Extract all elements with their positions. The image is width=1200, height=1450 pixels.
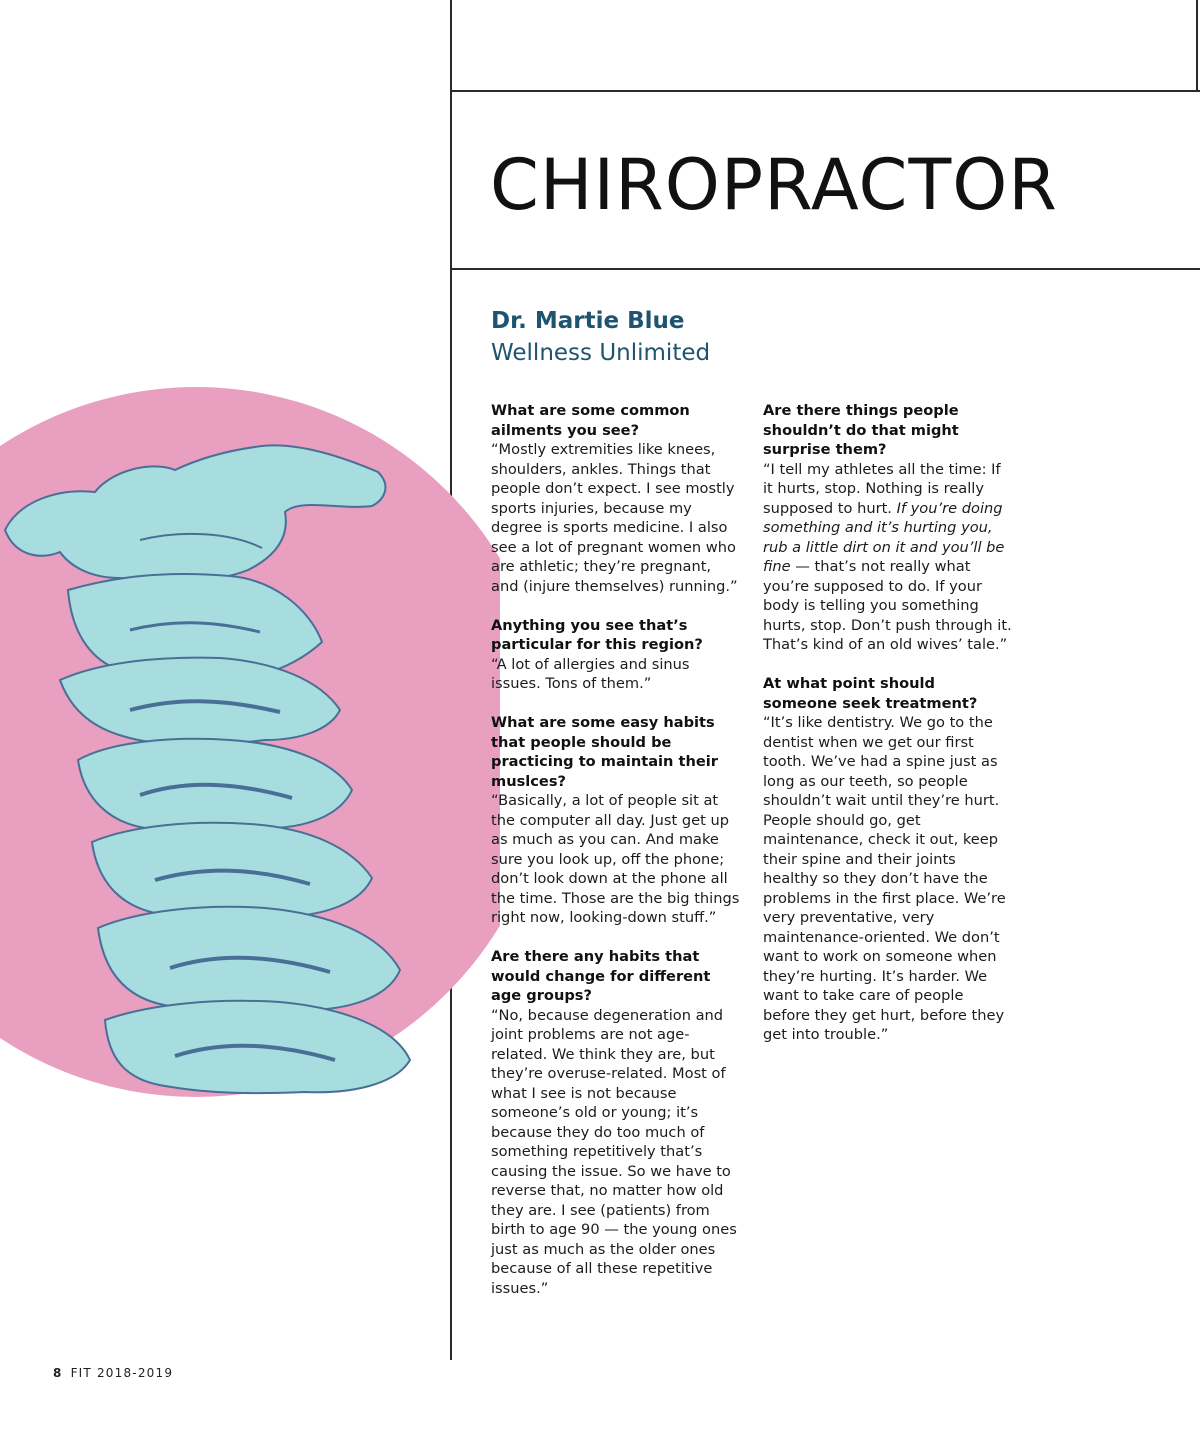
- answer: “It’s like dentistry. We go to the dentist when we get our first tooth. We’ve had a spine just as long as our teeth, so people shouldn’t wait until they’re hurt. People should go, get maintenance, check it out, keep their spine and their joints healthy so they don’t have the problems in the first place. We’re very preventative, very maintenance-oriented. We don’t want to work on someone when they’re hurting. It’s harder. We want to take care of people before they get hurt, before they get into trouble.”: [763, 714, 1006, 1043]
- title-top-rule: [450, 90, 1200, 92]
- question: Are there any habits that would change for different age groups?: [491, 948, 711, 1004]
- qa-block: [763, 401, 1013, 655]
- answer-text: “I tell my athletes all the time: If it hurts, stop. Nothing is really supposed to hurt.: [763, 460, 1001, 517]
- answer: “Mostly extremities like knees, shoulders, ankles. Things that people don’t expect. I see mostly sports injuries, because my degree is sports medicine. I also see a lot of pregnant women who are athletic; they’re pregnant, and (injure themselves) running.”: [491, 441, 738, 595]
- qa-block: [491, 947, 741, 1298]
- corner-rule: [1196, 0, 1198, 90]
- profile-name: Dr. Martie Blue: [491, 308, 685, 334]
- answer: “No, because degeneration and joint problems are not age-related. We think they are, but they’re overuse-related. Most of what I see is not because someone’s old or young; it’s because they do too much of something repetitively that’s causing the issue. So we have to reverse that, no matter how old they are. I see (patients) from birth to age 90 — the young ones just as much as the older ones because of all these repetitive issues.”: [491, 1006, 737, 1297]
- answer-text: — that’s not really what you’re supposed to do. If your body is telling you something hurts, stop. Don’t push through it. That’s kind of an old wives’ tale.”: [763, 558, 1012, 653]
- answer: [763, 460, 1013, 655]
- qa-block: [491, 616, 741, 694]
- question: What are some easy habits that people should be practicing to maintain their muslces?: [491, 714, 718, 790]
- page-title: CHIROPRACTOR: [490, 144, 1058, 226]
- answer: “A lot of allergies and sinus issues. Tons of them.”: [491, 655, 690, 692]
- page-number: 8: [53, 1366, 63, 1380]
- cervical-spine-illustration: [0, 380, 500, 1110]
- publication-name: FIT 2018-2019: [70, 1366, 174, 1380]
- profile-block: [491, 306, 710, 370]
- profile-organization: Wellness Unlimited: [491, 340, 711, 366]
- qa-block: [491, 713, 741, 928]
- question: What are some common ailments you see?: [491, 402, 690, 439]
- interview-column-right: [763, 401, 1013, 1064]
- qa-block: [763, 674, 1013, 1045]
- question: At what point should someone seek treatment?: [763, 675, 978, 712]
- answer-italic-text: If you’re doing something and it’s hurting you, rub a little dirt on it and you’ll be fine: [763, 499, 1005, 575]
- page-footer: [53, 1366, 173, 1380]
- title-bottom-rule: [450, 268, 1200, 270]
- question: Are there things people shouldn’t do that might surprise them?: [763, 402, 959, 458]
- answer: “Basically, a lot of people sit at the computer all day. Just get up as much as you can. And make sure you look up, off the phone; don’t look down at the phone all the time. Those are the big things right now, looking-down stuff.”: [491, 792, 740, 926]
- question: Anything you see that’s particular for this region?: [491, 616, 703, 653]
- interview-column-left: [491, 401, 741, 1318]
- qa-block: [491, 401, 741, 596]
